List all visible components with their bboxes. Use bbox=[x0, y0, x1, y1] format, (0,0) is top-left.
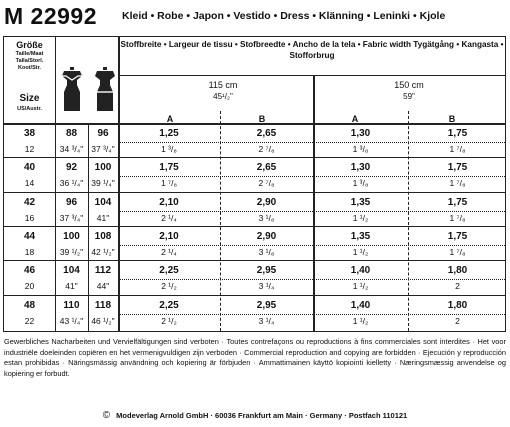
cell-us: 16 bbox=[24, 212, 35, 223]
cell-a150: 1,35 bbox=[350, 230, 371, 242]
cell-b115_yd: 2 ⁷/₈ bbox=[258, 144, 275, 154]
cell-a115_yd: 1 ⁷/₈ bbox=[160, 178, 178, 189]
cell-b150_yd: 1 ⁷/₈ bbox=[449, 144, 466, 154]
cell-hip_in: 39 ¹/₄" bbox=[91, 178, 115, 189]
cell-a115: 1,25 bbox=[159, 128, 179, 139]
header bbox=[4, 2, 508, 36]
cell-us: 20 bbox=[24, 281, 35, 292]
cell-us: 22 bbox=[24, 315, 35, 326]
cell-a115_yd: 2 ¹/₄ bbox=[161, 212, 177, 223]
cell-hip_cm: 96 bbox=[97, 128, 109, 139]
cell-bust_in: 39 ¹/₂" bbox=[59, 246, 84, 257]
cell-b150: 1,75 bbox=[447, 230, 468, 242]
cell-eu: 48 bbox=[23, 299, 36, 311]
cell-b115_yd: 3 ¹/₈ bbox=[258, 246, 275, 257]
cell-eu: 40 bbox=[23, 162, 36, 174]
copyright-text: Modeverlag Arnold GmbH · 60036 Frankfurt am Main · Germany · Postfach 110121 bbox=[116, 411, 408, 420]
cell-a150: 1,40 bbox=[350, 299, 371, 311]
cell-a115: 2,10 bbox=[159, 196, 179, 208]
cell-a115: 2,10 bbox=[159, 230, 179, 242]
cell-a115: 2,25 bbox=[159, 299, 179, 311]
cell-a115_yd: 2 ¹/₂ bbox=[161, 315, 177, 326]
cell-a150_yd: 1 ¹/₂ bbox=[352, 315, 369, 326]
cell-hip_in: 42 ¹/₂" bbox=[91, 246, 115, 257]
cell-b150_yd: 1 ⁷/₈ bbox=[449, 178, 466, 189]
grid-line bbox=[118, 176, 506, 177]
cell-bust_cm: 96 bbox=[65, 196, 78, 208]
size-sub-label: US/Austr. bbox=[17, 106, 42, 112]
cell-hip_cm: 100 bbox=[94, 162, 112, 174]
cell-b115: 2,90 bbox=[256, 196, 277, 208]
cell-bust_cm: 100 bbox=[63, 230, 80, 242]
cell-bust_cm: 104 bbox=[63, 265, 80, 277]
copyright-line bbox=[0, 410, 510, 421]
cell-hip_cm: 112 bbox=[94, 265, 112, 277]
grid-line bbox=[4, 226, 506, 227]
cell-eu: 44 bbox=[23, 230, 36, 242]
cell-b150_yd: 2 bbox=[455, 315, 460, 326]
cell-a115_yd: 1 ³/₈ bbox=[161, 144, 177, 154]
cell-bust_in: 34 ³/₄" bbox=[59, 144, 84, 154]
cell-b150: 1,80 bbox=[447, 299, 468, 311]
grid-line bbox=[4, 260, 506, 261]
cell-a115: 1,75 bbox=[159, 162, 179, 174]
grid-line bbox=[118, 75, 506, 76]
cell-a150_yd: 1 ³/₈ bbox=[352, 144, 369, 154]
cell-a150: 1,35 bbox=[350, 196, 371, 208]
copyright-symbol: © bbox=[102, 410, 111, 421]
cell-a150_yd: 1 ¹/₂ bbox=[352, 246, 369, 257]
cell-hip_in: 46 ¹/₂" bbox=[91, 315, 115, 326]
cell-hip_cm: 104 bbox=[94, 196, 112, 208]
cell-b115_yd: 3 ¹/₄ bbox=[258, 281, 275, 292]
legal-notice: Gewerbliches Nacharbeiten und Vervielfältigungen sind verboten · Toutes contrefaçons ou reproductions à fins commerciales sont interdites · Het voor industriële doeleinden copiëren en het vermenigvuldigen zijn verboden · Commercial reproduction and copying are forbidden · Ejecución y reproducción estan prohibidas · Näringsmässig användning och kopiering är förbjuden · Ammattimainen käyttö kopiointi kielletty · Næringsmæssig anvendelse og kopiering er forbudt. bbox=[4, 337, 506, 378]
cell-b115: 2,65 bbox=[256, 128, 277, 139]
cell-a150_yd: 1 ¹/₂ bbox=[352, 281, 369, 292]
cell-bust_cm: 110 bbox=[63, 299, 80, 311]
cell-bust_in: 43 ¹/₄" bbox=[59, 315, 84, 326]
size-chart-table bbox=[3, 36, 506, 332]
size-name-fi: Koot/Str. bbox=[18, 65, 41, 71]
col-head-b-150: B bbox=[448, 114, 456, 124]
fabric-width-title: Stoffbreite • Largeur de tissu • Stofbreedte • Ancho de la tela • Fabric width Tygätgång • Kangasta • Stofforbrug bbox=[120, 40, 504, 60]
cell-b115_yd: 2 ⁷/₈ bbox=[258, 178, 275, 189]
cell-us: 18 bbox=[24, 246, 35, 257]
cell-hip_cm: 118 bbox=[94, 299, 112, 311]
bust-form-icon bbox=[61, 67, 83, 113]
cell-b150: 1,80 bbox=[447, 265, 468, 277]
width-150-cm: 150 cm bbox=[394, 80, 424, 90]
cell-b150_yd: 1 ⁷/₈ bbox=[449, 212, 466, 223]
cell-eu: 42 bbox=[23, 196, 36, 208]
cell-hip_in: 44" bbox=[96, 281, 110, 292]
col-head-b-115: B bbox=[258, 114, 266, 124]
size-label-column bbox=[4, 37, 55, 123]
cell-a150: 1,30 bbox=[350, 128, 371, 139]
hip-form-icon bbox=[94, 67, 116, 113]
model-number: M 22992 bbox=[4, 3, 98, 29]
cell-bust_in: 37 ³/₄" bbox=[59, 212, 84, 223]
cell-a150_yd: 1 ¹/₂ bbox=[352, 212, 369, 223]
cell-a150_yd: 1 ³/₈ bbox=[352, 178, 369, 189]
cell-eu: 46 bbox=[23, 265, 36, 277]
cell-a115_yd: 2 ¹/₂ bbox=[161, 281, 177, 292]
cell-a150: 1,30 bbox=[350, 162, 371, 174]
cell-hip_in: 41" bbox=[96, 212, 110, 223]
grid-line bbox=[4, 192, 506, 193]
size-names bbox=[4, 51, 55, 72]
cell-b115_yd: 3 ¹/₄ bbox=[258, 315, 275, 326]
cell-a115_yd: 2 ¹/₄ bbox=[161, 246, 177, 257]
cell-b115: 2,95 bbox=[256, 265, 277, 277]
size-name-es: Talla/Storl. bbox=[15, 58, 44, 64]
grid-line bbox=[118, 279, 506, 280]
garment-names: Kleid • Robe • Japon • Vestido • Dress • Klänning • Leninki • Kjole bbox=[122, 10, 446, 22]
cell-b115: 2,90 bbox=[256, 230, 277, 242]
col-head-a-150: A bbox=[351, 114, 359, 124]
cell-bust_cm: 92 bbox=[65, 162, 78, 174]
cell-a115: 2,25 bbox=[159, 265, 179, 277]
cell-bust_in: 36 ¹/₄" bbox=[59, 178, 84, 189]
grid-line bbox=[4, 123, 506, 125]
cell-b115: 2,95 bbox=[256, 299, 277, 311]
cell-b150: 1,75 bbox=[447, 128, 468, 139]
cell-b150: 1,75 bbox=[447, 196, 468, 208]
cell-b150: 1,75 bbox=[447, 162, 468, 174]
grid-line bbox=[4, 157, 506, 158]
grid-line bbox=[118, 314, 506, 315]
cell-hip_cm: 108 bbox=[94, 230, 112, 242]
cell-b115: 2,65 bbox=[256, 162, 277, 174]
cell-us: 14 bbox=[24, 178, 35, 189]
width-115-inch: 45¹/₂" bbox=[213, 92, 233, 101]
grid-line bbox=[4, 295, 506, 296]
size-label: Size bbox=[19, 93, 40, 104]
cell-eu: 38 bbox=[23, 128, 36, 139]
grid-line bbox=[118, 245, 506, 246]
cell-us: 12 bbox=[24, 144, 35, 154]
cell-b150_yd: 2 bbox=[455, 281, 460, 292]
cell-b115_yd: 3 ¹/₈ bbox=[258, 212, 275, 223]
grid-line bbox=[118, 211, 506, 212]
cell-b150_yd: 1 ⁷/₈ bbox=[449, 246, 466, 257]
cell-bust_in: 41" bbox=[65, 281, 78, 292]
size-name-nl: Taille/Maat bbox=[15, 51, 44, 57]
cell-bust_cm: 88 bbox=[65, 128, 78, 139]
width-150-inch: 59" bbox=[403, 92, 415, 101]
cell-a150: 1,40 bbox=[350, 265, 371, 277]
grid-line bbox=[118, 142, 506, 143]
cell-hip_in: 37 ³/₄" bbox=[91, 144, 115, 154]
col-head-a-115: A bbox=[166, 114, 174, 124]
groesse-label: Größe bbox=[16, 40, 43, 50]
width-115-cm: 115 cm bbox=[208, 80, 238, 90]
